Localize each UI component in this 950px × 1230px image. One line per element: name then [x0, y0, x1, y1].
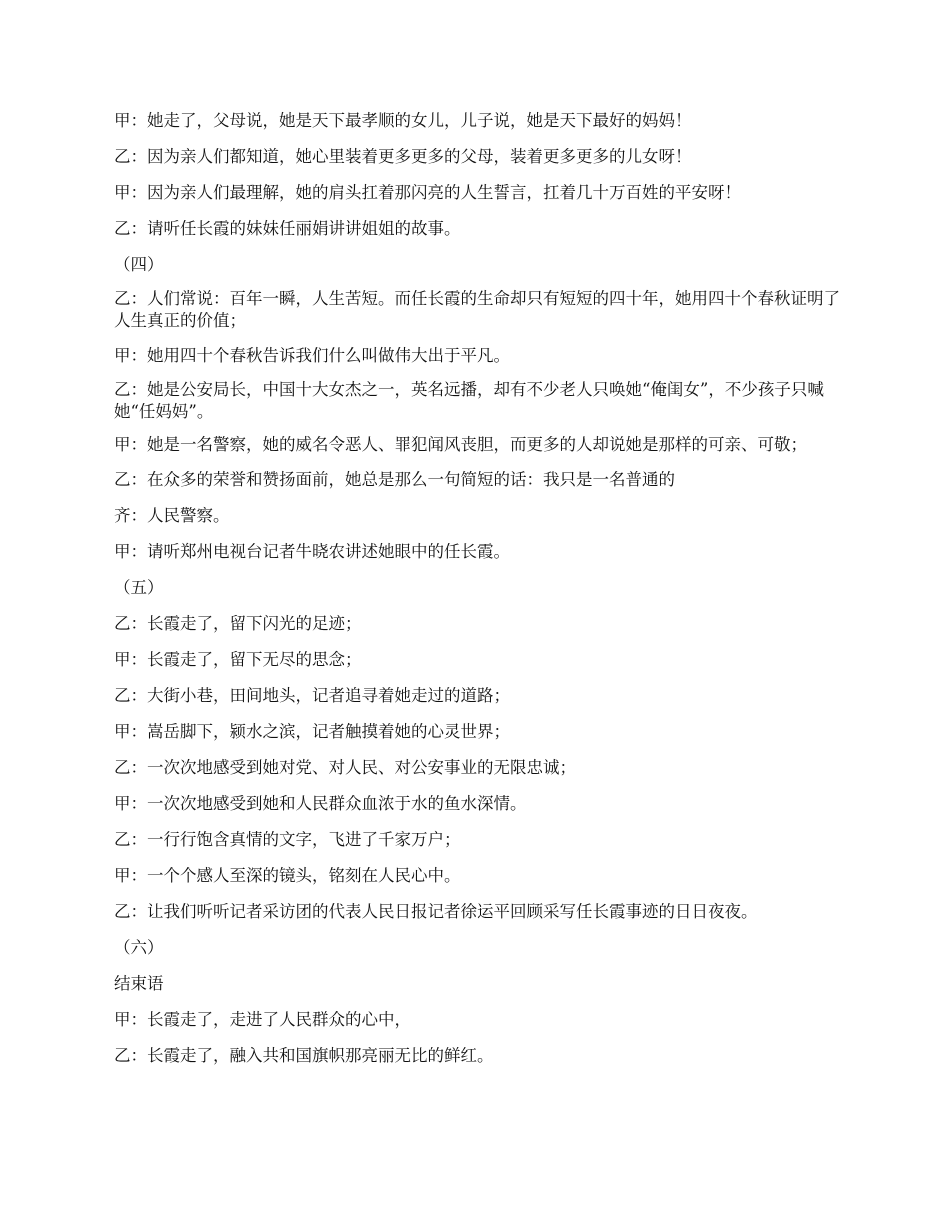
paragraph: 乙：一次次地感受到她对党、对人民、对公安事业的无限忠诚； [114, 758, 576, 777]
paragraph: 乙：她是公安局长，中国十大女杰之一，英名远播，却有不少老人只唤她“俺闺女”，不少孩子只喊她“任妈妈”。 [114, 380, 824, 421]
paragraph: 甲：请听郑州电视台记者牛晓农讲述她眼中的任长霞。 [114, 542, 510, 561]
paragraph: 乙：长霞走了，融入共和国旗帜那亮丽无比的鲜红。 [114, 1046, 494, 1065]
paragraph: 乙：在众多的荣誉和赞扬面前，她总是那么一句简短的话：我只是一名普通的 [114, 470, 675, 489]
paragraph: 乙：一行行饱含真情的文字，飞进了千家万户； [114, 830, 461, 849]
section-heading: （六） [114, 938, 164, 957]
section-heading: （四） [114, 255, 164, 274]
paragraph: 甲：她用四十个春秋告诉我们什么叫做伟大出于平凡。 [114, 346, 510, 365]
paragraph: 乙：人们常说：百年一瞬，人生苦短。而任长霞的生命却只有短短的四十年，她用四十个春秋证明了人生真正的价值； [114, 289, 840, 330]
paragraph: 甲：她是一名警察，她的威名令恶人、罪犯闻风丧胆，而更多的人却说她是那样的可亲、可敬； [114, 435, 807, 454]
paragraph: 乙：长霞走了，留下闪光的足迹； [114, 614, 362, 633]
paragraph: 甲：因为亲人们最理解，她的肩头扛着那闪亮的人生誓言，扛着几十万百姓的平安呀！ [114, 183, 741, 202]
paragraph: 乙：让我们听听记者采访团的代表人民日报记者徐运平回顾采写任长霞事迹的日日夜夜。 [114, 902, 758, 921]
paragraph: 甲：长霞走了，走进了人民群众的心中， [114, 1010, 411, 1029]
paragraph: 甲：嵩岳脚下，颍水之滨，记者触摸着她的心灵世界； [114, 722, 510, 741]
paragraph: 甲：长霞走了，留下无尽的思念； [114, 650, 362, 669]
section-heading: （五） [114, 578, 164, 597]
paragraph: 齐：人民警察。 [114, 506, 230, 525]
paragraph: 乙：请听任长霞的妹妹任丽娟讲讲姐姐的故事。 [114, 219, 461, 238]
closing-heading: 结束语 [114, 974, 164, 993]
paragraph: 甲：她走了，父母说，她是天下最孝顺的女儿，儿子说，她是天下最好的妈妈！ [114, 111, 692, 130]
document-body [114, 108, 842, 1079]
paragraph: 甲：一次次地感受到她和人民群众血浓于水的鱼水深情。 [114, 794, 527, 813]
paragraph: 甲：一个个感人至深的镜头，铭刻在人民心中。 [114, 866, 461, 885]
paragraph: 乙：因为亲人们都知道，她心里装着更多更多的父母，装着更多更多的儿女呀！ [114, 147, 692, 166]
paragraph: 乙：大街小巷，田间地头，记者追寻着她走过的道路； [114, 686, 510, 705]
